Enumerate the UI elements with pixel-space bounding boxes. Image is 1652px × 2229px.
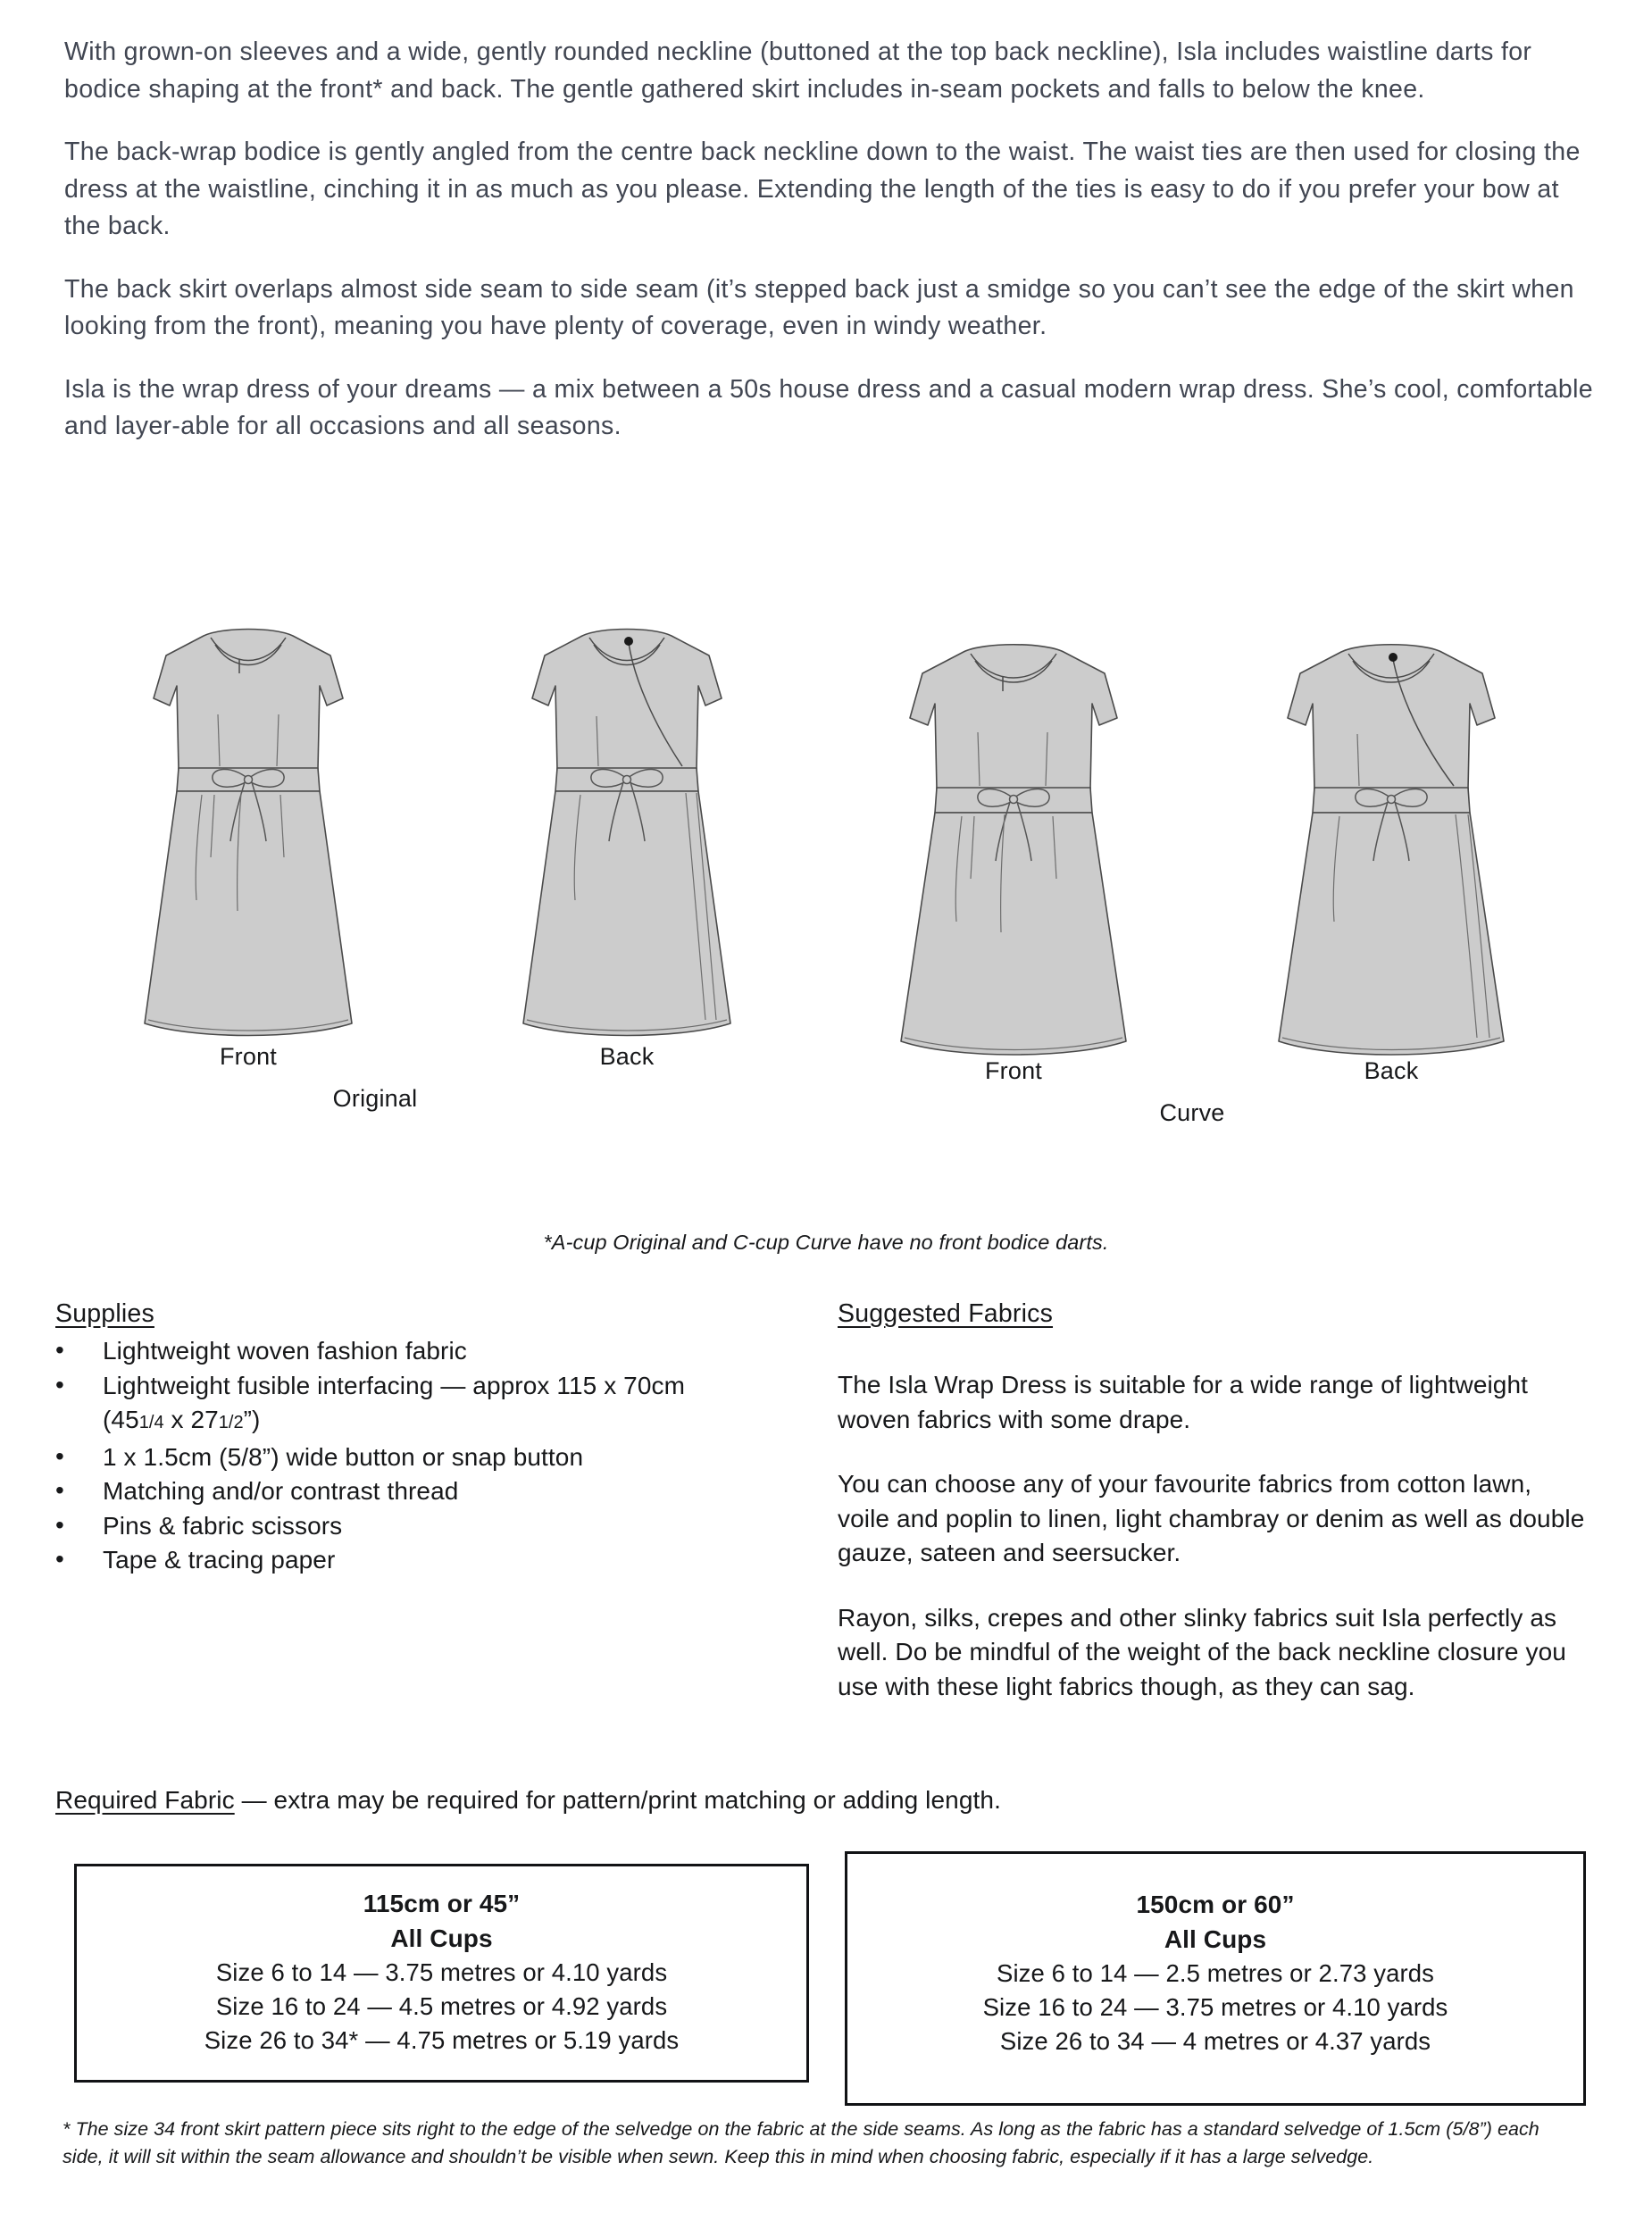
- fabric-box-subtitle: All Cups: [390, 1924, 493, 1952]
- figure-label-curve-front: Front: [984, 1057, 1043, 1084]
- suggested-fabrics-paragraph-3: Rayon, silks, crepes and other slinky fabrics suit Isla perfectly as well. Do be mindful of the weight of the back neckline closure you use with these light fabrics though, as they can sag.: [838, 1603, 1566, 1700]
- fabric-box-title: 115cm or 45”: [363, 1890, 521, 1917]
- back-neckline-button: [624, 637, 633, 646]
- intro-paragraph-4: Isla is the wrap dress of your dreams — a mix between a 50s house dress and a casual modern wrap dress. She’s cool, comfortable and layer-able for all occasions and all seasons.: [64, 374, 1593, 440]
- figure-label-curve-back: Back: [1364, 1057, 1419, 1084]
- fabric-box-title: 150cm or 60”: [1136, 1891, 1295, 1918]
- fabric-box-row: Size 26 to 34 — 4 metres or 4.37 yards: [999, 2027, 1431, 2055]
- supplies-item: [55, 1369, 814, 1440]
- group-label-original: Original: [332, 1085, 418, 1112]
- supplies-column: [55, 1299, 814, 1578]
- supplies-heading: Supplies: [55, 1299, 154, 1328]
- cup-dart-note: *A-cup Original and C-cup Curve have no front bodice darts.: [543, 1231, 1109, 1254]
- suggested-fabrics-paragraph-1: The Isla Wrap Dress is suitable for a wide range of lightweight woven fabrics with some drape.: [838, 1371, 1529, 1433]
- fabric-requirement-box-115cm: [74, 1864, 809, 2083]
- suggested-fabrics-paragraph-2: You can choose any of your favourite fabrics from cotton lawn, voile and poplin to linen, light chambray or denim as well as double gauze, sateen and seersucker.: [838, 1470, 1585, 1566]
- intro-paragraph-2: The back-wrap bodice is gently angled from the centre back neckline down to the waist. The waist ties are then used for closing the dress at the waistline, cinching it in as much as you please. Extending the length of the ties is easy to do if you prefer your bow at the back.: [64, 138, 1581, 240]
- fabric-box-subtitle: All Cups: [1164, 1925, 1267, 1953]
- back-neckline-button: [1389, 653, 1398, 662]
- fabric-box-row: Size 6 to 14 — 3.75 metres or 4.10 yards: [215, 1958, 668, 1986]
- spacer: [838, 1334, 1588, 1368]
- selvedge-footnote: * The size 34 front skirt pattern piece sits right to the edge of the selvedge on the fabric at the side seams. As long as the fabric has a standard selvedge of 1.5cm (5/8”) each side, it will sit within the seam allowance and shouldn’t be visible when sewn. Keep this in mind when choosing fabric, especially if it has a large selvedge.: [63, 2118, 1539, 2167]
- required-fabric-heading-line: [55, 1786, 1001, 1815]
- figure-label-original-front: Front: [219, 1043, 278, 1070]
- suggested-fabrics-heading: Suggested Fabrics: [838, 1299, 1054, 1328]
- intro-paragraph-3: The back skirt overlaps almost side seam to side seam (it’s stepped back just a smidge so you can’t see the edge of the skirt when looking from the front), meaning you have plenty of coverage, even in windy weather.: [64, 274, 1574, 340]
- required-fabric-heading-rest: — extra may be required for pattern/print matching or adding length.: [234, 1786, 1001, 1814]
- supplies-item: • Lightweight woven fashion fabric: [55, 1334, 814, 1369]
- fabric-requirement-box-150cm: [845, 1851, 1586, 2106]
- suggested-fabrics-column: [838, 1299, 1588, 1734]
- supplies-item: • 1 x 1.5cm (5/8”) wide button or snap button: [55, 1440, 814, 1475]
- supplies-item: • Matching and/or contrast thread: [55, 1474, 814, 1509]
- fabric-box-row: Size 26 to 34* — 4.75 metres or 5.19 yards: [204, 2026, 680, 2054]
- fabric-box-row: Size 6 to 14 — 2.5 metres or 2.73 yards: [997, 1959, 1434, 1987]
- intro-copy: [64, 34, 1600, 446]
- supplies-item-text: Lightweight fusible interfacing — approx 115 x 70cm: [103, 1371, 686, 1399]
- figure-label-original-back: Back: [599, 1043, 655, 1070]
- supplies-item: • Pins & fabric scissors: [55, 1509, 814, 1544]
- supplies-item-dimensions-imperial: (451/4 x 271/2”): [103, 1406, 261, 1433]
- required-fabric-heading: Required Fabric: [55, 1786, 235, 1814]
- technical-flats-group: [0, 616, 1652, 1223]
- intro-paragraph-1: With grown-on sleeves and a wide, gently rounded neckline (buttoned at the top back neckline), Isla includes waistline darts for bodice shaping at the front* and back. The gentle gathered skirt includes in-seam pockets and falls to below the knee.: [64, 38, 1532, 104]
- group-label-curve: Curve: [1159, 1099, 1225, 1126]
- supplies-item: • Tape & tracing paper: [55, 1543, 814, 1578]
- supplies-list: [55, 1334, 814, 1578]
- fabric-box-row: Size 16 to 24 — 3.75 metres or 4.10 yards: [982, 1993, 1448, 2021]
- fabric-box-row: Size 16 to 24 — 4.5 metres or 4.92 yards: [215, 1992, 668, 2020]
